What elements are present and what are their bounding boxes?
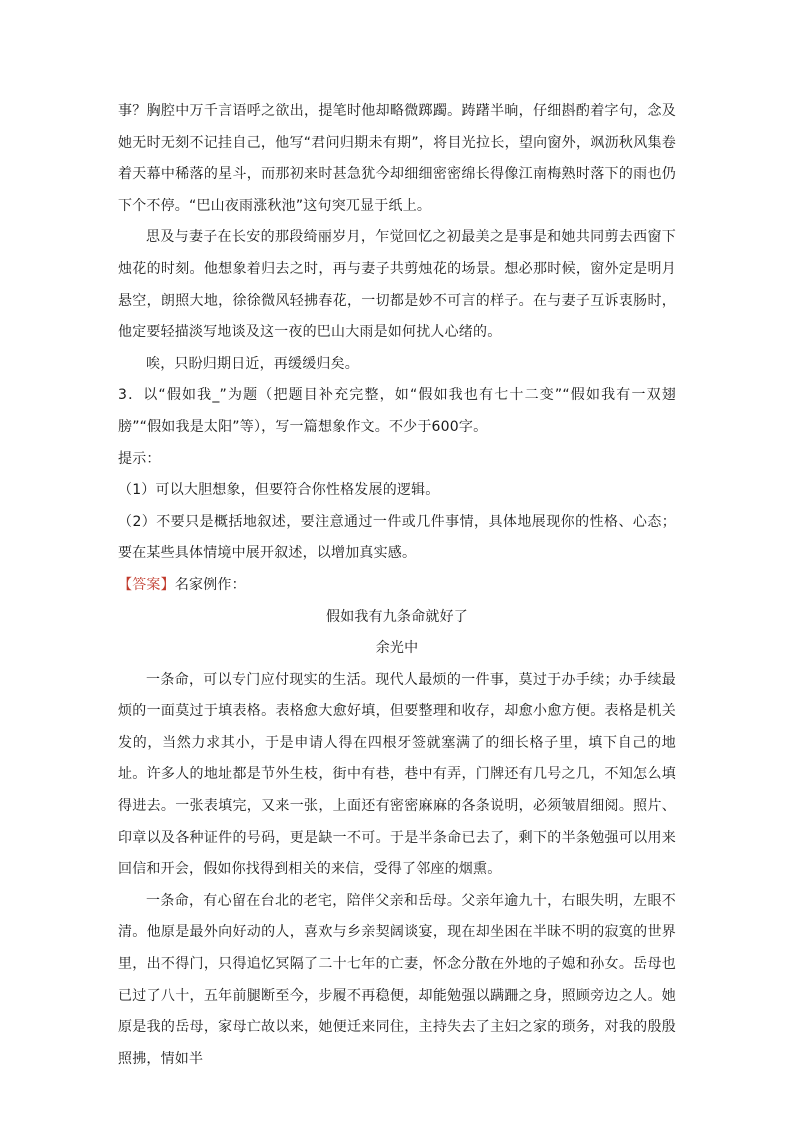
- answer-label: 名家例作：: [174, 576, 246, 593]
- answer-line: [118, 570, 676, 602]
- hint-label: 提示：: [118, 450, 161, 467]
- essay-paragraph-1: 一条命，可以专门应付现实的生活。现代人最烦的一件事，莫过于办手续；办手续最烦的一面莫过于填表格。表格愈大愈好填，但要整理和收存，却愈小愈方便。表格是机关发的，当然力求其小，于是申请人得在四根牙签就塞满了的细长格子里，填下自己的地址。许多人的地址都是节外生枝，街中有巷，巷中有弄，门牌还有几号之几，不知怎么填得进去。一张表填完，又来一张，上面还有密密麻麻的各条说明，必须皱眉细阅。照片、印章以及各种证件的号码，更是缺一不可。于是半条命已去了，剩下的半条勉强可以用来回信和开会，假如你找得到相关的来信，受得了邻座的烟熏。: [118, 671, 676, 878]
- question-block: [118, 380, 676, 570]
- answer-tag: 【答案】: [118, 576, 175, 593]
- question-3: 3．以“假如我_”为题（把题目补充完整，如“假如我也有七十二变”“假如我有一双翅膀”“假如我是太阳”等），写一篇想象作文。不少于600字。: [118, 387, 676, 435]
- hint-1: （1）可以大胆想象，但要符合你性格发展的逻辑。: [118, 482, 440, 499]
- essay-paragraph-2: 一条命，有心留在台北的老宅，陪伴父亲和岳母。父亲年逾九十，右眼失明，左眼不清。他原是最外向好动的人，喜欢与乡亲契阔谈宴，现在却坐困在半昧不明的寂寞的世界里，出不得门，只得追忆冥隔了二十七年的亡妻，怀念分散在外地的子媳和孙女。岳母也已过了八十，五年前腿断至今，步履不再稳便，却能勉强以蹒跚之身，照顾旁边之人。她原是我的岳母，家母亡故以来，她便迁来同住，主持失去了主妇之家的琐务，对我的殷殷照拂，情如半: [118, 892, 676, 1067]
- essay-author: 余光中: [375, 640, 419, 657]
- body-paragraph-2: 思及与妻子在长安的那段绮丽岁月，乍觉回忆之初最美之是事是和她共同剪去西窗下烛花的时刻。他想象着归去之时，再与妻子共剪烛花的场景。想必那时候，窗外定是明月悬空，朗照大地，徐徐微风轻拂春花，一切都是妙不可言的样子。在与妻子互诉衷肠时，他定要轻描淡写地谈及这一夜的巴山大雨是如何扰人心绪的。: [118, 229, 676, 341]
- hint-2: （2）不要只是概括地叙述，要注意通过一件或几件事情，具体地展现你的性格、心态；要在某些具体情境中展开叙述，以增加真实感。: [118, 513, 676, 562]
- body-paragraph-1: 事？胸腔中万千言语呼之欲出，提笔时他却略微踯躅。踌躇半晌，仔细斟酌着字句，念及她无时无刻不记挂自己，他写“君问归期未有期”，将目光拉长，望向窗外，飒沥秋风集卷着天幕中稀落的星斗，而那初来时甚急犹今却细细密密绵长得像江南梅熟时落下的雨也仍下个不停。“巴山夜雨涨秋池”这句突兀显于纸上。: [118, 103, 676, 214]
- body-paragraph-3: 唉，只盼归期日近，再缓缓归矣。: [146, 355, 359, 372]
- essay-title: 假如我有九条命就好了: [326, 608, 468, 625]
